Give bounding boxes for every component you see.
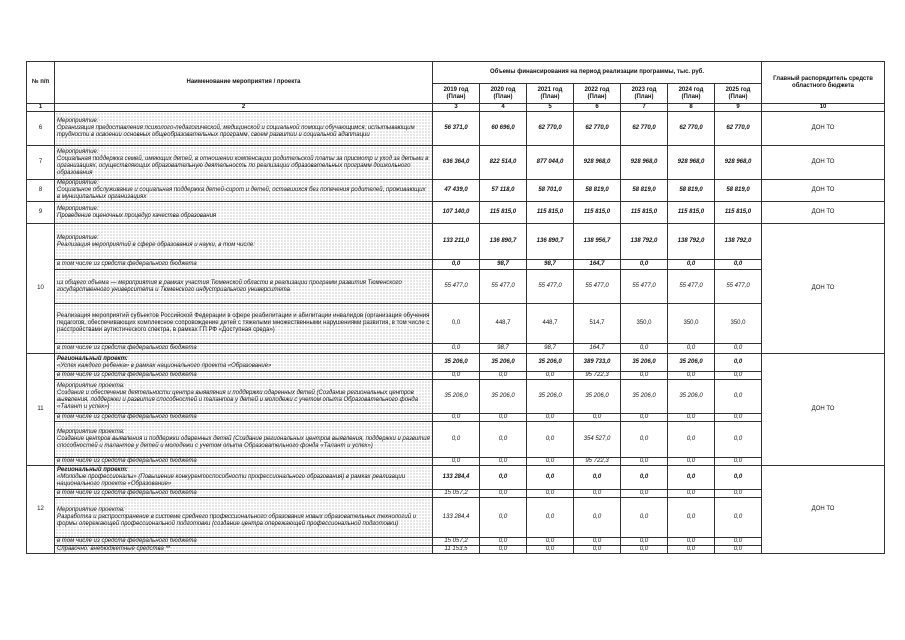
- funding-value: 0,0: [433, 458, 480, 466]
- item-name-line: Мероприятие проекта:: [57, 382, 125, 389]
- header-year: 2021 год (План): [527, 84, 574, 104]
- row-number: 11: [27, 354, 55, 466]
- funding-value: 0,0: [574, 414, 621, 422]
- item-name: [55, 344, 433, 354]
- funding-value: 0,0: [433, 304, 480, 344]
- funding-value: 0,0: [668, 538, 715, 546]
- funding-value: 35 206,0: [574, 380, 621, 414]
- funding-value: 350,0: [621, 304, 668, 344]
- funding-value: 448,7: [527, 304, 574, 344]
- funding-value: 62 770,0: [715, 112, 762, 146]
- funding-value: 0,0: [527, 538, 574, 546]
- funding-value: 0,0: [574, 466, 621, 490]
- funding-value: 0,0: [480, 372, 527, 380]
- funding-value: 58 819,0: [715, 180, 762, 202]
- funding-value: 0,0: [574, 538, 621, 546]
- funding-value: 0,0: [527, 372, 574, 380]
- funding-value: 0,0: [715, 490, 762, 498]
- funding-value: 138 792,0: [668, 224, 715, 260]
- table-row: [27, 380, 885, 414]
- table-row: [27, 146, 885, 180]
- funding-value: 35 206,0: [480, 380, 527, 414]
- funding-value: 0,0: [668, 260, 715, 270]
- item-name-line: в том числе из средств федерального бюджета: [57, 372, 197, 378]
- funding-value: 928 968,0: [715, 146, 762, 180]
- column-index: 9: [715, 104, 762, 112]
- item-name-line: Реализация мероприятий в сфере образования и науки, в том числе:: [57, 241, 255, 248]
- item-name-line: из общего объема — мероприятия в рамках участия Тюменской области в реализации программ развития Тюменского государственного университета и Тюменского индустриального университета: [57, 279, 402, 293]
- item-name-line: в том числе из средств федерального бюджета: [57, 538, 197, 544]
- funding-value: 0,0: [668, 498, 715, 538]
- funding-value: 0,0: [480, 546, 527, 554]
- funding-value: 95 722,3: [574, 372, 621, 380]
- funding-value: 0,0: [433, 422, 480, 458]
- funding-value: 0,0: [668, 422, 715, 458]
- funding-value: 0,0: [433, 260, 480, 270]
- funding-value: 138 792,0: [621, 224, 668, 260]
- row-number: 9: [27, 202, 55, 224]
- funding-value: 0,0: [527, 458, 574, 466]
- funding-value: 0,0: [480, 466, 527, 490]
- item-name: [55, 538, 433, 546]
- funding-value: 98,7: [527, 260, 574, 270]
- item-name: [55, 354, 433, 372]
- funding-value: 0,0: [715, 372, 762, 380]
- funding-value: 62 770,0: [527, 112, 574, 146]
- item-name-line: Создание и обеспечение деятельности центра выявления и поддержки одаренных детей (Создание региональных центров выявления, поддержки и развития способностей и талантов у детей и молодежи с учетом опыта Образовательного фонда «Талант и успех»): [57, 389, 419, 410]
- funding-value: 35 206,0: [668, 380, 715, 414]
- item-name: [55, 490, 433, 498]
- column-index: 7: [621, 104, 668, 112]
- funding-value: 0,0: [574, 498, 621, 538]
- column-index: 3: [433, 104, 480, 112]
- funding-value: 822 514,0: [480, 146, 527, 180]
- funding-value: 0,0: [621, 372, 668, 380]
- funding-value: 35 206,0: [621, 354, 668, 372]
- funding-value: 0,0: [668, 490, 715, 498]
- funding-value: 0,0: [527, 490, 574, 498]
- funding-value: 35 206,0: [527, 380, 574, 414]
- funding-value: 0,0: [621, 344, 668, 354]
- funding-value: 164,7: [574, 344, 621, 354]
- column-index: 1: [27, 104, 55, 112]
- row-number: 12: [27, 466, 55, 554]
- table-row: [27, 372, 885, 380]
- row-number: 8: [27, 180, 55, 202]
- item-name-line: в том числе из средств федерального бюджета: [57, 458, 197, 464]
- funding-value: 0,0: [480, 422, 527, 458]
- table-row: [27, 414, 885, 422]
- item-name: [55, 546, 433, 554]
- funding-value: 0,0: [715, 538, 762, 546]
- funding-value: 35 206,0: [480, 354, 527, 372]
- funding-value: 35 206,0: [433, 380, 480, 414]
- funding-value: 58 701,0: [527, 180, 574, 202]
- row-number: 6: [27, 112, 55, 146]
- budget-holder: ДОН ТО: [762, 354, 885, 466]
- funding-value: 115 815,0: [621, 202, 668, 224]
- column-index: 5: [527, 104, 574, 112]
- item-name-line: «Молодые профессионалы» (Повышение конкурентоспособности профессионального образования) в рамках реализации национального проекта «Образование»: [57, 474, 406, 487]
- funding-value: 0,0: [621, 498, 668, 538]
- funding-value: 0,0: [668, 466, 715, 490]
- funding-value: 15 057,2: [433, 538, 480, 546]
- header-year: 2024 год (План): [668, 84, 715, 104]
- funding-value: 0,0: [715, 380, 762, 414]
- item-name-line: Реализация мероприятий субъектов Российской Федерации в сфере реабилитации и абилитации инвалидов (организация обучения педагогов, обеспечивающих комплексное сопровождение детей с тяжелыми множественными нарушениями развития, в том числе с расстройствами аутистического спектра, в рамках ГП РФ «Доступная среда»): [57, 313, 430, 333]
- funding-value: 0,0: [480, 490, 527, 498]
- item-name-line: в том числе из средств федерального бюджета: [57, 261, 197, 267]
- funding-value: 350,0: [715, 304, 762, 344]
- table-row: [27, 498, 885, 538]
- item-name: [55, 180, 433, 202]
- item-name-line: Мероприятие проекта:: [57, 429, 125, 435]
- table-row: [27, 224, 885, 260]
- item-name: [55, 202, 433, 224]
- table-row: [27, 490, 885, 498]
- item-name-line: Мероприятие:: [57, 118, 99, 124]
- funding-value: 0,0: [574, 490, 621, 498]
- item-name-line: Разработка и распространение в системе среднего профессионального образования новых образовательных технологий и формы опережающей профессиональной подготовки (создание центра опережающей профессиональной подготовки): [57, 514, 417, 527]
- funding-value: 0,0: [715, 354, 762, 372]
- funding-value: 0,0: [668, 458, 715, 466]
- funding-value: 164,7: [574, 260, 621, 270]
- header-year: 2022 год (План): [574, 84, 621, 104]
- funding-value: 0,0: [668, 372, 715, 380]
- funding-value: 98,7: [480, 344, 527, 354]
- item-name-line: Мероприятие проекта:: [57, 507, 125, 513]
- header-year: 2025 год (План): [715, 84, 762, 104]
- budget-holder: ДОН ТО: [762, 180, 885, 202]
- header-name: Наименование мероприятия / проекта: [55, 62, 433, 104]
- funding-value: 58 819,0: [668, 180, 715, 202]
- item-name: [55, 414, 433, 422]
- funding-value: 389 733,0: [574, 354, 621, 372]
- funding-value: 354 527,0: [574, 422, 621, 458]
- column-index: 6: [574, 104, 621, 112]
- item-name-line: в том числе из средств федерального бюджета: [57, 414, 197, 420]
- funding-value: 107 140,0: [433, 202, 480, 224]
- item-name-line: Региональный проект:: [57, 467, 128, 473]
- funding-value: 928 968,0: [621, 146, 668, 180]
- funding-value: 0,0: [715, 498, 762, 538]
- funding-value: 55 477,0: [574, 270, 621, 304]
- funding-value: 0,0: [621, 458, 668, 466]
- funding-value: 138 792,0: [715, 224, 762, 260]
- funding-value: 0,0: [621, 538, 668, 546]
- funding-value: 0,0: [433, 344, 480, 354]
- funding-value: 0,0: [621, 466, 668, 490]
- funding-value: 0,0: [715, 458, 762, 466]
- funding-value: 15 057,2: [433, 490, 480, 498]
- table-row: [27, 546, 885, 554]
- item-name: [55, 260, 433, 270]
- funding-value: 98,7: [527, 344, 574, 354]
- funding-value: 0,0: [527, 498, 574, 538]
- funding-value: 133 211,0: [433, 224, 480, 260]
- funding-value: 55 477,0: [668, 270, 715, 304]
- item-name: [55, 498, 433, 538]
- table-row: [27, 304, 885, 344]
- budget-holder: ДОН ТО: [762, 202, 885, 224]
- funding-value: 0,0: [574, 546, 621, 554]
- item-name-line: в том числе из средств федерального бюджета: [57, 490, 197, 496]
- item-name-line: Региональный проект:: [57, 355, 128, 362]
- funding-value: 55 477,0: [621, 270, 668, 304]
- item-name-line: Мероприятие:: [57, 180, 99, 186]
- funding-value: 0,0: [527, 414, 574, 422]
- item-name-line: Мероприятие:: [57, 234, 99, 241]
- table-row: [27, 422, 885, 458]
- funding-value: 115 815,0: [574, 202, 621, 224]
- funding-value: 0,0: [715, 414, 762, 422]
- column-index: 8: [668, 104, 715, 112]
- funding-value: 350,0: [668, 304, 715, 344]
- funding-value: 35 206,0: [433, 354, 480, 372]
- item-name: [55, 304, 433, 344]
- funding-value: 58 819,0: [574, 180, 621, 202]
- row-number: 10: [27, 224, 55, 354]
- column-index: 2: [55, 104, 433, 112]
- funding-value: 55 477,0: [433, 270, 480, 304]
- table-row: [27, 354, 885, 372]
- funding-value: 35 206,0: [527, 354, 574, 372]
- funding-value: 0,0: [621, 490, 668, 498]
- table-row: [27, 458, 885, 466]
- funding-value: 11 153,5: [433, 546, 480, 554]
- funding-value: 0,0: [621, 422, 668, 458]
- funding-value: 0,0: [527, 466, 574, 490]
- item-name: [55, 380, 433, 414]
- funding-value: 95 722,3: [574, 458, 621, 466]
- funding-value: 115 815,0: [668, 202, 715, 224]
- funding-value: 0,0: [668, 414, 715, 422]
- funding-value: 58 819,0: [621, 180, 668, 202]
- column-index: 4: [480, 104, 527, 112]
- funding-value: 55 477,0: [480, 270, 527, 304]
- header-budget-holder: Главный распорядитель средств областного бюджета: [762, 62, 885, 104]
- table-row: [27, 112, 885, 146]
- funding-value: 0,0: [621, 260, 668, 270]
- funding-value: 0,0: [480, 458, 527, 466]
- budget-holder: ДОН ТО: [762, 146, 885, 180]
- budget-holder: ДОН ТО: [762, 112, 885, 146]
- budget-holder: ДОН ТО: [762, 224, 885, 354]
- funding-value: 136 890,7: [480, 224, 527, 260]
- funding-value: 62 770,0: [668, 112, 715, 146]
- financing-table-sheet: [26, 61, 884, 554]
- funding-value: 0,0: [480, 538, 527, 546]
- item-name-line: Мероприятие:: [57, 205, 99, 212]
- item-name: [55, 270, 433, 304]
- funding-value: 0,0: [527, 422, 574, 458]
- header-year: 2023 год (План): [621, 84, 668, 104]
- item-name: [55, 422, 433, 458]
- funding-value: 928 968,0: [668, 146, 715, 180]
- funding-value: 115 815,0: [527, 202, 574, 224]
- funding-value: 115 815,0: [480, 202, 527, 224]
- item-name: [55, 224, 433, 260]
- funding-value: 0,0: [715, 466, 762, 490]
- header-funding: Объемы финансирования на период реализации программы, тыс. руб.: [433, 62, 762, 84]
- financing-table: [26, 61, 885, 554]
- budget-holder: ДОН ТО: [762, 466, 885, 554]
- item-name-line: Создание центров выявления и поддержки одаренных детей (Создание региональных центров выявления, поддержки и развития способностей и талантов у детей и молодежи с учетом опыта Образовательного фонда «Талант и успех»): [57, 436, 430, 449]
- funding-value: 0,0: [621, 414, 668, 422]
- funding-value: 56 371,0: [433, 112, 480, 146]
- table-row: [27, 260, 885, 270]
- funding-value: 133 284,4: [433, 466, 480, 490]
- funding-value: 636 364,0: [433, 146, 480, 180]
- item-name-line: Проведение оценочных процедур качества образования: [57, 212, 217, 219]
- funding-value: 514,7: [574, 304, 621, 344]
- funding-value: 0,0: [715, 344, 762, 354]
- table-row: [27, 344, 885, 354]
- funding-value: 35 206,0: [621, 380, 668, 414]
- table-row: [27, 270, 885, 304]
- item-name-line: в том числе из средств федерального бюджета: [57, 345, 197, 351]
- funding-value: 0,0: [668, 344, 715, 354]
- funding-value: 98,7: [480, 260, 527, 270]
- header-num: № п/п: [27, 62, 55, 104]
- funding-value: 877 044,0: [527, 146, 574, 180]
- funding-value: 0,0: [433, 414, 480, 422]
- funding-value: 448,7: [480, 304, 527, 344]
- funding-value: 57 118,0: [480, 180, 527, 202]
- item-name: [55, 458, 433, 466]
- funding-value: 55 477,0: [715, 270, 762, 304]
- header-year: 2020 год (План): [480, 84, 527, 104]
- funding-value: 0,0: [668, 546, 715, 554]
- funding-value: 0,0: [715, 422, 762, 458]
- funding-value: 133 284,4: [433, 498, 480, 538]
- funding-value: 0,0: [433, 372, 480, 380]
- funding-value: 928 968,0: [574, 146, 621, 180]
- funding-value: 0,0: [715, 260, 762, 270]
- header-year: 2019 год (План): [433, 84, 480, 104]
- funding-value: 115 815,0: [715, 202, 762, 224]
- table-row: [27, 538, 885, 546]
- row-number: 7: [27, 146, 55, 180]
- item-name-line: Справочно: внебюджетные средства **: [57, 546, 171, 552]
- funding-value: 136 890,7: [527, 224, 574, 260]
- table-row: [27, 180, 885, 202]
- column-index: 10: [762, 104, 885, 112]
- item-name-line: Социальная поддержка семей, имеющих детей, в отношении компенсации родительской платы за присмотр и уход за детьми в организациях, осуществляющих образовательную деятельность по реализации образовательных программ дошкольного образования: [57, 155, 429, 176]
- funding-value: 0,0: [621, 546, 668, 554]
- funding-value: 138 956,7: [574, 224, 621, 260]
- funding-value: 0,0: [480, 414, 527, 422]
- item-name-line: Социальное обслуживание и социальная поддержка детей-сирот и детей, оставшихся без попечения родителей, проживающих в муниципальных организациях: [57, 187, 426, 200]
- table-row: [27, 202, 885, 224]
- item-name: [55, 372, 433, 380]
- funding-value: 0,0: [480, 498, 527, 538]
- item-name-line: Организация предоставления психолого-педагогической, медицинской и социальной помощи обучающимся, испытывающим трудности в освоении основных общеобразовательных программ, своем развитии и социальной адаптации: [57, 125, 415, 138]
- table-row: [27, 466, 885, 490]
- funding-value: 55 477,0: [527, 270, 574, 304]
- funding-value: 62 770,0: [621, 112, 668, 146]
- item-name-line: Мероприятие:: [57, 148, 99, 155]
- item-name: [55, 112, 433, 146]
- funding-value: 60 696,0: [480, 112, 527, 146]
- item-name: [55, 146, 433, 180]
- funding-value: 62 770,0: [574, 112, 621, 146]
- funding-value: 0,0: [715, 546, 762, 554]
- funding-value: 0,0: [527, 546, 574, 554]
- item-name: [55, 466, 433, 490]
- funding-value: 35 206,0: [668, 354, 715, 372]
- item-name-line: «Успех каждого ребенка» в рамках национального проекта «Образование»: [57, 362, 272, 369]
- funding-value: 47 439,0: [433, 180, 480, 202]
